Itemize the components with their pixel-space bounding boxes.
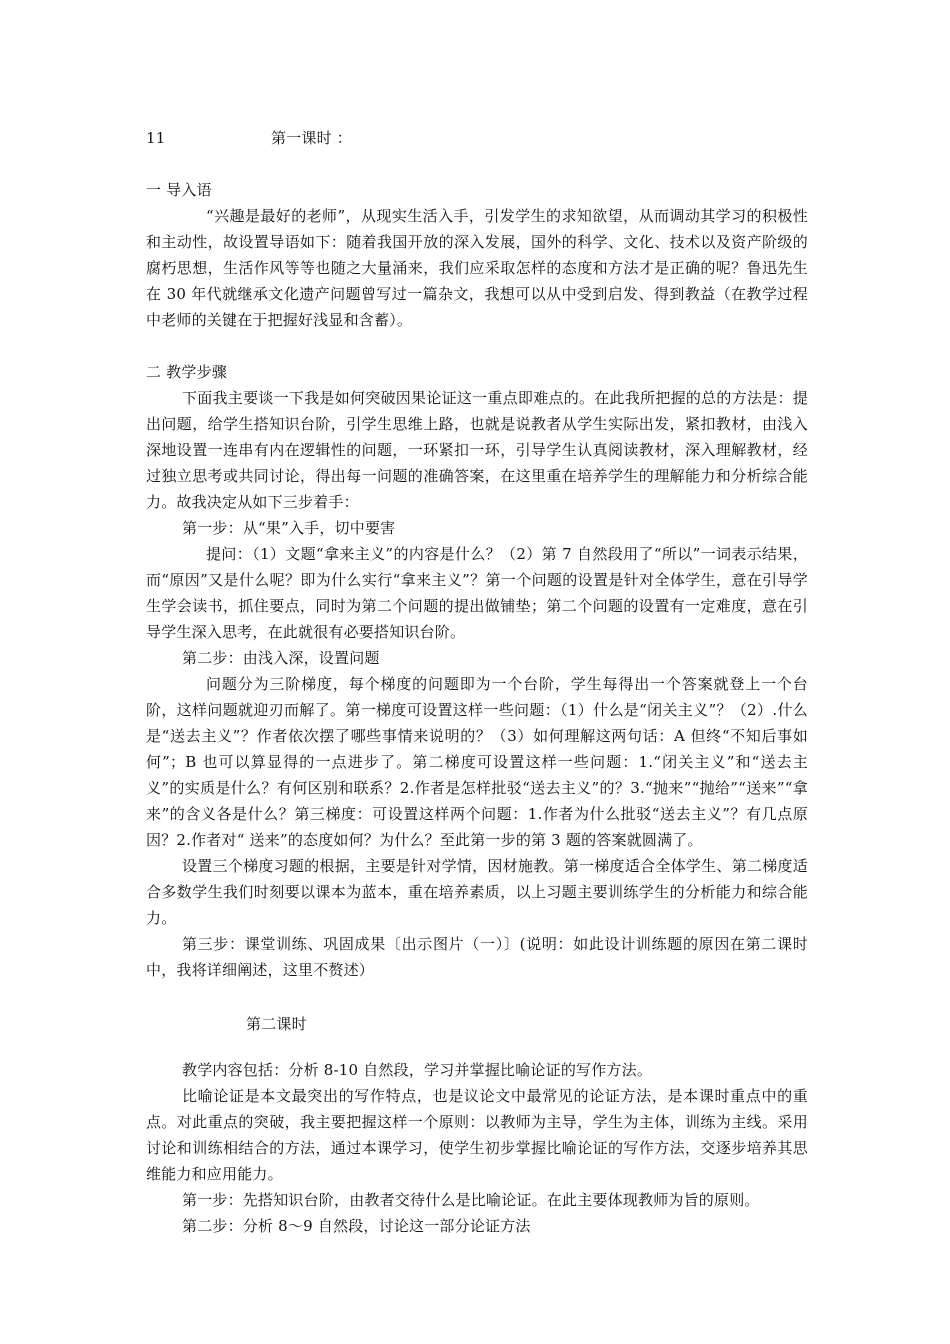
step3-text: 第三步：课堂训练、巩固成果〔出示图片（一）〕(说明：如此设计训练题的原因在第二课时中，我将详细阐述，这里不赘述） [146,935,808,979]
page-number: 11 [146,129,166,147]
spacer [146,983,808,1001]
lesson2-step1: 第一步：先搭知识台阶，由教者交待什么是比喻论证。在此主要体现教师为旨的原则。 [182,1191,760,1209]
lesson2-content: 教学内容包括：分析 8-10 自然段，学习并掌握比喻论证的写作方法。 [182,1061,653,1079]
section2-intro: 下面我主要谈一下我是如何突破因果论证这一重点即难点的。在此我所把握的总的方法是：提出问题，给学生搭知识台阶，引学生思维上路，也就是说教者从学生实际出发，紧扣教材，由浅入深地设置一连串有内在逻辑性的问题，一环紧扣一环，引导学生认真阅读教材，深入理解教材，经过独立思考或共同讨论，得出每一问题的准确答案，在这里重在培养学生的理解能力和分析综合能力。故我决定从如下三步着手： [146,389,808,511]
step1-body: 提问：（1）文题“拿来主义”的内容是什么？（2）第 7 自然段用了“所以”一词表示结果，而“原因”又是什么呢？即为什么实行“拿来主义”？第一个问题的设置是针对全体学生，意在引导学生学会读书，抓住要点，同时为第二个问题的提出做铺垫；第二个问题的设置有一定难度，意在引导学生深入思考，在此就很有必要搭知识台阶。 [146,545,808,641]
lesson1-title: 第一课时 ： [271,129,352,147]
exercise-basis: 设置三个梯度习题的根据，主要是针对学情，因材施教。第一梯度适合全体学生、第二梯度适合多数学生我们时刻要以课本为蓝本，重在培养素质，以上习题主要训练学生的分析能力和综合能力。 [146,857,808,927]
document-body [146,125,808,1239]
lesson2-step2: 第二步：分析 8～9 自然段，讨论这一部分论证方法 [182,1217,531,1235]
step2-body: 问题分为三阶梯度，每个梯度的问题即为一个台阶，学生每得出一个答案就登上一个台阶，这样问题就迎刃而解了。第一梯度可设置这样一些问题：（1）什么是“闭关主义”？（2）.什么是“送去主义”？作者依次摆了哪些事情来说明的？（3）如何理解这两句话：A 但终“不知后事如何”；B 也可以算显得的一点进步了。第二梯度可设置这样一些问题：1.“闭关主义”和“送去主义”的实质是什么？有何区别和联系？2.作者是怎样批驳“送去主义”的？3.“抛来”“抛给”“送来”“拿来”的含义各是什么？第三梯度：可设置这样两个问题：1.作者为什么批驳“送去主义”？有几点原因？2.作者对“ 送来”的态度如何？为什么？至此第一步的第 3 题的答案就圆满了。 [146,675,808,849]
lesson-header [146,125,808,151]
step1-title: 第一步：从“果”入手，切中要害 [182,519,396,537]
step2-title: 第二步：由浅入深，设置问题 [182,649,380,667]
section1-heading: 一 导入语 [146,181,212,199]
lesson2-title: 第二课时 [246,1015,307,1033]
section2-heading: 二 教学步骤 [146,363,227,381]
lesson2-focus: 比喻论证是本文最突出的写作特点，也是议论文中最常见的论证方法，是本课时重点中的重点。对此重点的突破，我主要把握这样一个原则：以教师为主导，学生为主体，训练为主线。采用讨论和训练相结合的方法，通过本课学习，使学生初步掌握比喻论证的写作方法，交逐步培养其思维能力和应用能力。 [146,1087,808,1183]
spacer [146,151,808,177]
spacer [146,333,808,359]
section1-body: “兴趣是最好的老师”，从现实生活入手，引发学生的求知欲望，从而调动其学习的积极性和主动性，故设置导语如下：随着我国开放的深入发展，国外的科学、文化、技术以及资产阶级的腐朽思想，生活作风等等也随之大量涌来，我们应采取怎样的态度和方法才是正确的呢？鲁迅先生在 30 年代就继承文化遗产问题曾写过一篇杂文，我想可以从中受到启发、得到教益（在教学过程中老师的关键在于把握好浅显和含蓄）。 [146,207,808,329]
